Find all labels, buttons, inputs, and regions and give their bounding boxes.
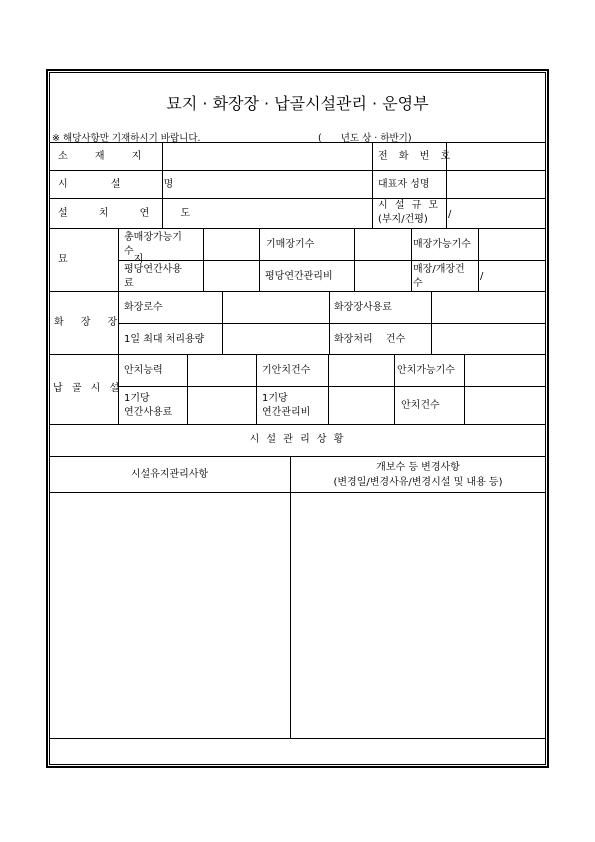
column-line xyxy=(394,354,395,424)
column-line xyxy=(372,142,373,228)
available-enshrinement-label: 안치가능기수 xyxy=(397,365,455,376)
reporting-period: ( 년도 상 · 하반기) xyxy=(318,133,412,144)
row-line xyxy=(49,291,546,292)
total-burial-capacity-label: 총매장가능기 xyxy=(124,232,182,243)
facility-scale-label: 시 설 규 모 xyxy=(378,200,441,211)
column-line xyxy=(222,291,223,354)
burial-reburial-count-label-2: 수 xyxy=(413,278,423,289)
scale-separator: / xyxy=(448,209,452,220)
form-title: 묘지 · 화장장 · 납골시설관리 · 운영부 xyxy=(166,94,429,113)
facility-name-label: 시 설 명 xyxy=(58,179,194,190)
crematorium-fee-label: 화장장사용료 xyxy=(334,302,392,313)
annual-fee-per-pyeong-label-2: 료 xyxy=(124,278,134,289)
row-line xyxy=(118,323,546,324)
column-line xyxy=(290,456,291,738)
facility-status-heading: 시 설 관 리 상 황 xyxy=(249,434,346,445)
row-line xyxy=(49,142,546,143)
annual-fee-per-pyeong-label: 평당연간사용 xyxy=(124,264,182,275)
changes-subheading: (변경일/변경사유/변경시설 및 내용 등) xyxy=(333,477,503,488)
annual-mgmt-per-pyeong-label: 평당연간관리비 xyxy=(265,271,333,282)
columbarium-section-label: 납 골 시 설 xyxy=(53,383,123,394)
column-line xyxy=(259,228,260,291)
representative-label: 대표자 성명 xyxy=(378,179,430,190)
column-line xyxy=(464,354,465,424)
crematorium-section-label: 화 장 장 xyxy=(54,317,125,328)
cemetery-section-label: 묘 지 xyxy=(58,254,172,265)
total-burial-capacity-label-2: 수 xyxy=(124,246,134,257)
available-burial-label: 매장가능기수 xyxy=(413,239,471,250)
column-line xyxy=(411,228,412,291)
column-line xyxy=(203,228,204,291)
annual-fee-per-unit-label: 1기당 xyxy=(124,393,150,404)
column-line xyxy=(478,228,479,291)
column-line xyxy=(329,291,330,354)
burial-reburial-count-label: 매장/개장건 xyxy=(413,264,465,275)
furnace-count-label: 화장로수 xyxy=(124,302,163,313)
row-line xyxy=(118,386,546,387)
row-line xyxy=(49,424,546,425)
burial-count-separator: / xyxy=(480,271,484,282)
row-line xyxy=(49,198,546,199)
changes-heading: 개보수 등 변경사항 xyxy=(376,462,460,473)
row-line xyxy=(49,738,546,739)
enshrined-count-label: 기안치건수 xyxy=(262,365,311,376)
row-line xyxy=(49,492,546,493)
row-line xyxy=(49,456,546,457)
row-line xyxy=(118,260,546,261)
enshrinement-count-label: 안치건수 xyxy=(401,400,440,411)
column-line xyxy=(328,354,329,424)
established-year-label: 설 치 연 도 xyxy=(58,208,205,219)
phone-label: 전 화 번 호 xyxy=(378,151,455,162)
row-line xyxy=(49,228,546,229)
maintenance-heading: 시설유지관리사항 xyxy=(130,469,209,480)
cremation-count-label: 화장처리 건수 xyxy=(334,334,406,345)
row-line xyxy=(49,170,546,171)
annual-mgmt-per-unit-label: 1기당 xyxy=(262,393,288,404)
facility-scale-sublabel: (부지/건평) xyxy=(378,214,428,225)
instruction-note: ※ 해당사항만 기재하시기 바랍니다. xyxy=(52,133,201,144)
column-line xyxy=(431,291,432,354)
column-line xyxy=(256,354,257,424)
column-line xyxy=(187,354,188,424)
location-label: 소 재 지 xyxy=(58,151,154,162)
enshrinement-capacity-label: 안치능력 xyxy=(124,365,163,376)
daily-max-capacity-label: 1일 최대 처리용량 xyxy=(124,334,205,345)
column-line xyxy=(354,228,355,291)
annual-fee-per-unit-label-2: 연간사용료 xyxy=(124,407,173,418)
row-line xyxy=(49,354,546,355)
buried-count-label: 기매장기수 xyxy=(266,239,315,250)
annual-mgmt-per-unit-label-2: 연간관리비 xyxy=(262,407,311,418)
